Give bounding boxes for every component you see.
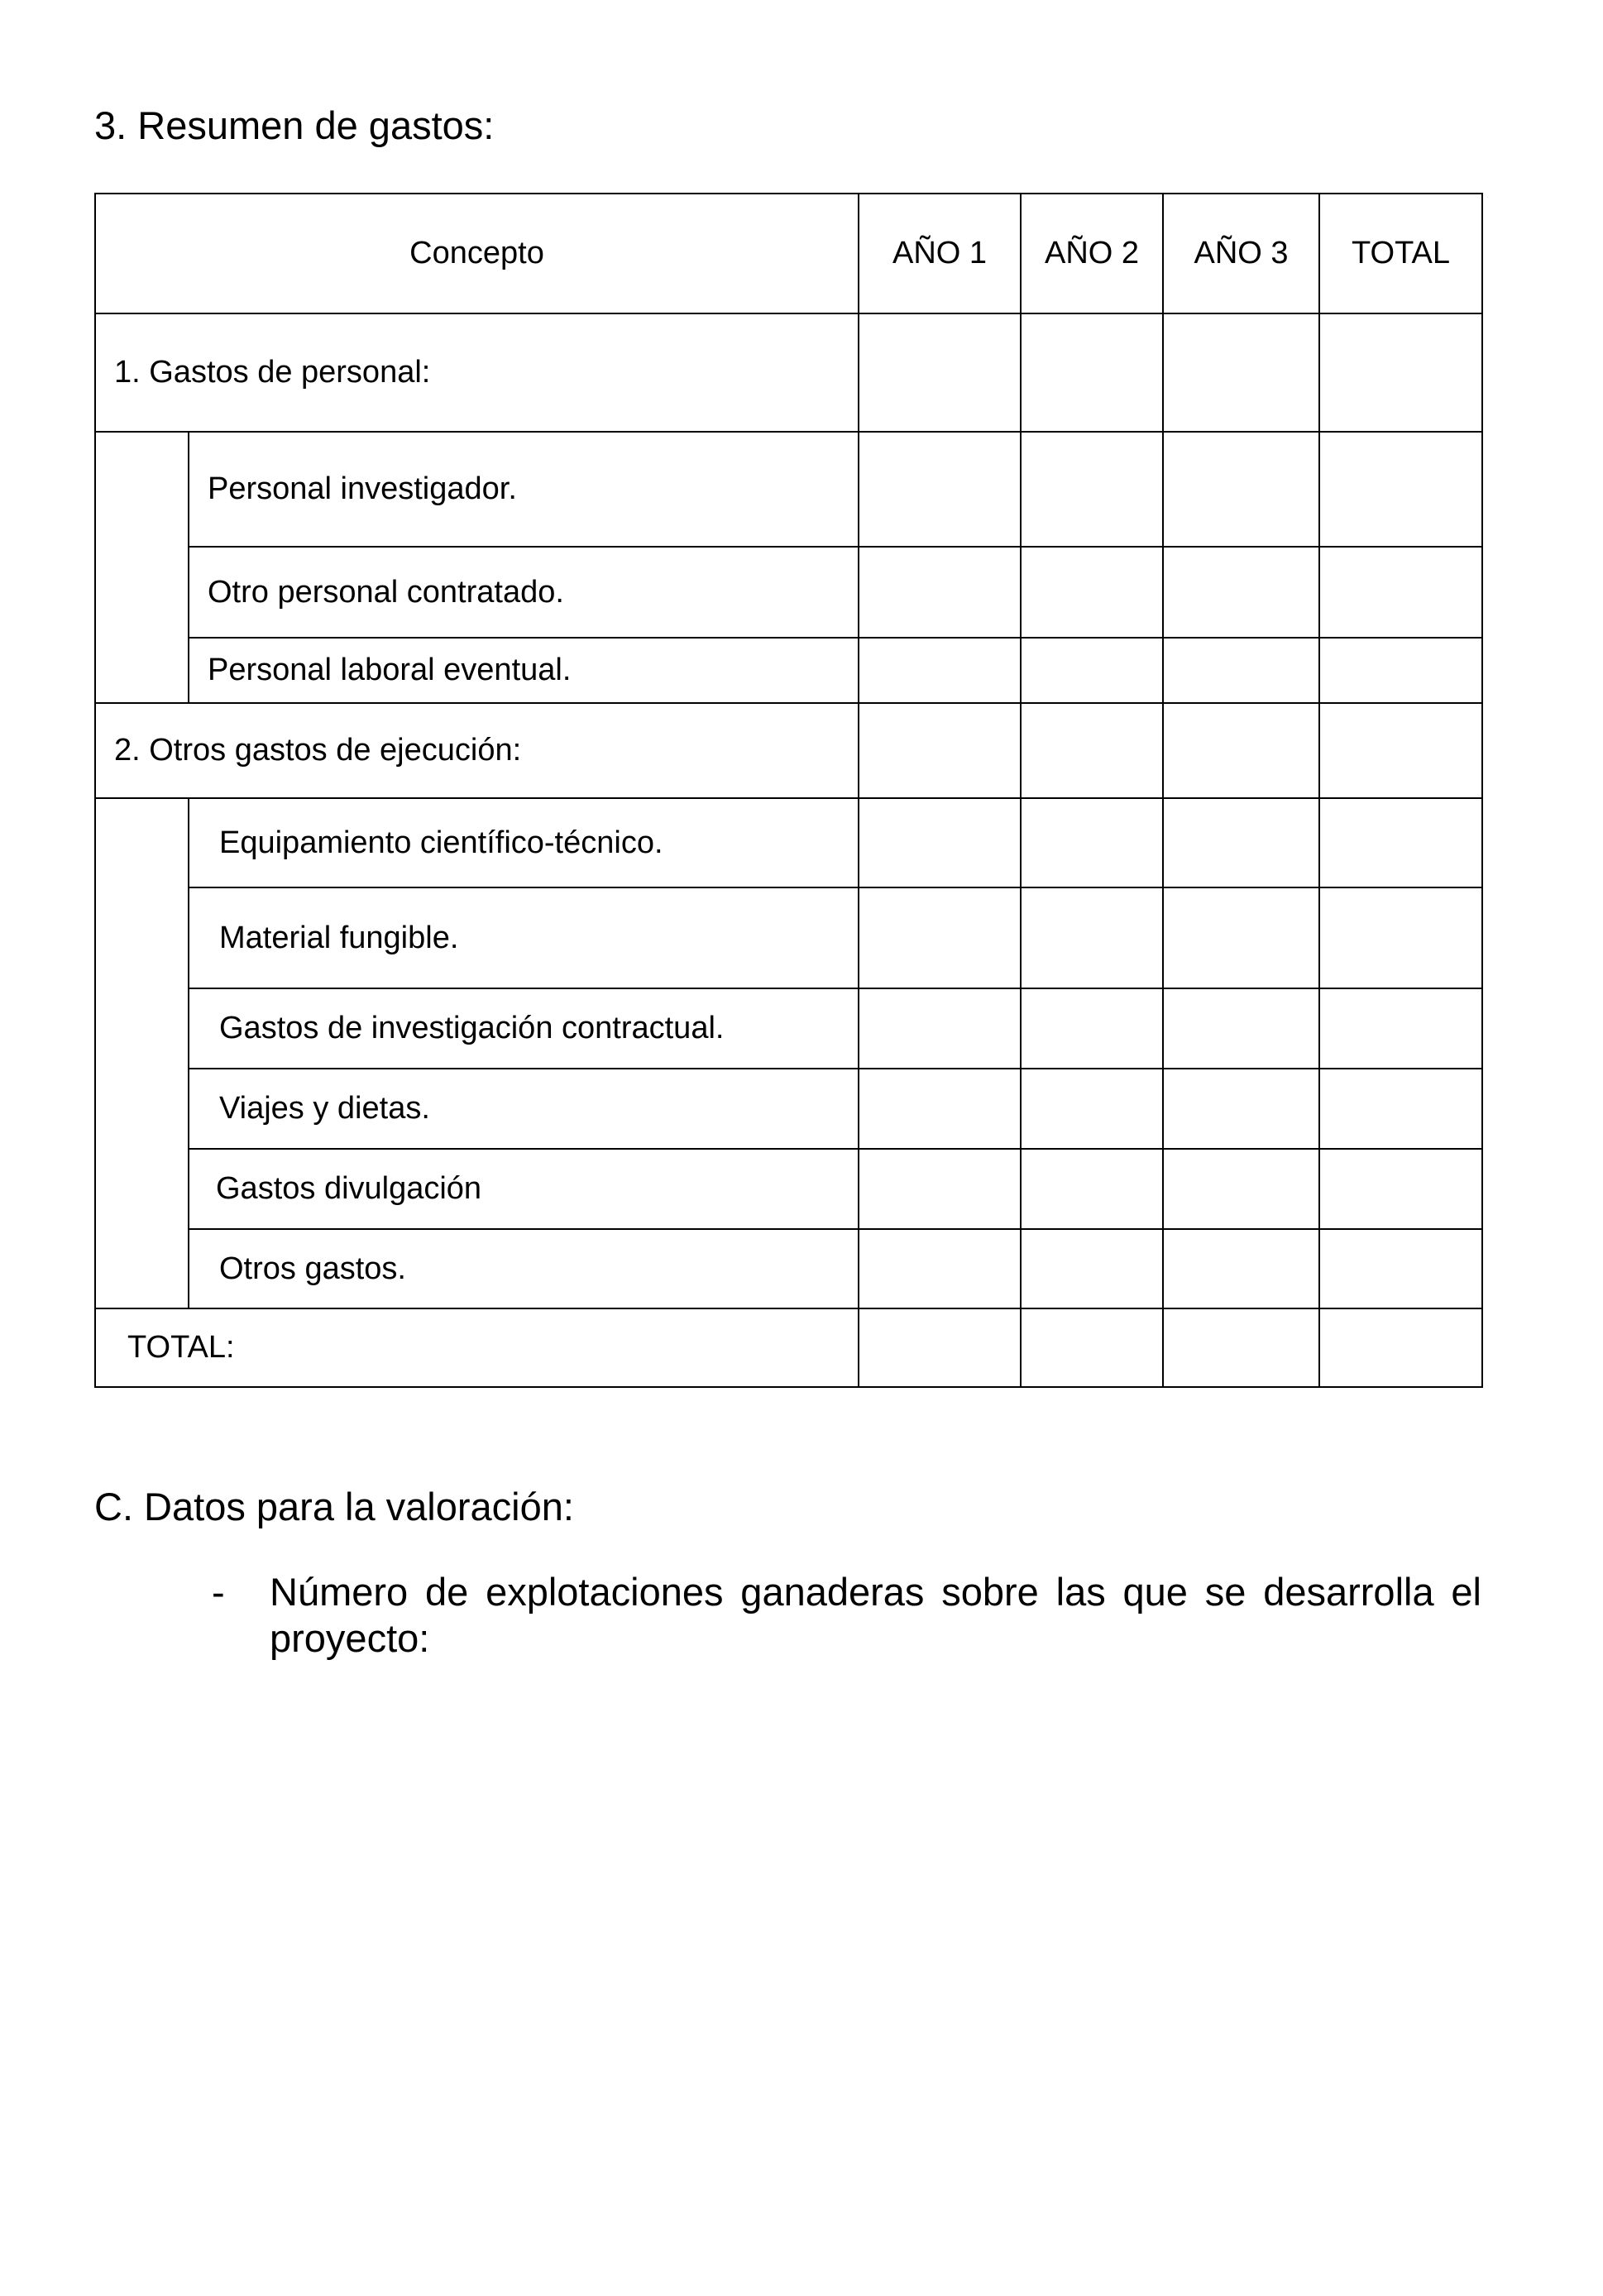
table-header-row: [95, 194, 1482, 313]
cell-ano-1[interactable]: [859, 1229, 1021, 1308]
cell-ano-3[interactable]: [1163, 703, 1319, 798]
cell-ano-1[interactable]: [859, 432, 1021, 547]
cell-ano-2[interactable]: [1021, 798, 1163, 887]
cell-ano-2[interactable]: [1021, 1149, 1163, 1229]
cell-ano-2[interactable]: [1021, 432, 1163, 547]
table-row: [95, 1149, 1482, 1229]
cell-total[interactable]: [1319, 703, 1482, 798]
table-row: [95, 703, 1482, 798]
cell-ano-2[interactable]: [1021, 703, 1163, 798]
cell-ano-3[interactable]: [1163, 313, 1319, 432]
cell-total[interactable]: [1319, 1308, 1482, 1387]
cell-ano-2[interactable]: [1021, 887, 1163, 988]
cell-ano-3[interactable]: [1163, 1149, 1319, 1229]
table-row: [95, 887, 1482, 988]
item-label: Material fungible.: [189, 887, 859, 988]
bullet-text: Número de explotaciones ganaderas sobre las que se desarrolla el proyecto:: [270, 1570, 1481, 1660]
cell-ano-1[interactable]: [859, 313, 1021, 432]
budget-summary-table: [94, 193, 1483, 1388]
cell-ano-3[interactable]: [1163, 1229, 1319, 1308]
item-label: Gastos divulgación: [189, 1149, 859, 1229]
cell-ano-3[interactable]: [1163, 887, 1319, 988]
table-total-row: [95, 1308, 1482, 1387]
cell-total[interactable]: [1319, 887, 1482, 988]
cell-ano-3[interactable]: [1163, 798, 1319, 887]
cell-ano-3[interactable]: [1163, 638, 1319, 703]
item-label: Otro personal contratado.: [189, 547, 859, 638]
cell-ano-1[interactable]: [859, 1069, 1021, 1149]
indent-spacer: [95, 432, 189, 703]
cell-ano-3[interactable]: [1163, 432, 1319, 547]
bullet-marker: -: [212, 1570, 225, 1614]
header-ano-1: AÑO 1: [859, 194, 1021, 313]
cell-total[interactable]: [1319, 1149, 1482, 1229]
cell-ano-3[interactable]: [1163, 1308, 1319, 1387]
total-label: TOTAL:: [95, 1308, 859, 1387]
cell-ano-1[interactable]: [859, 1149, 1021, 1229]
header-ano-3: AÑO 3: [1163, 194, 1319, 313]
item-label: Personal laboral eventual.: [189, 638, 859, 703]
cell-ano-3[interactable]: [1163, 547, 1319, 638]
cell-ano-2[interactable]: [1021, 547, 1163, 638]
cell-total[interactable]: [1319, 432, 1482, 547]
cell-ano-2[interactable]: [1021, 1069, 1163, 1149]
cell-ano-2[interactable]: [1021, 1308, 1163, 1387]
table-row: [95, 313, 1482, 432]
cell-ano-1[interactable]: [859, 547, 1021, 638]
cell-ano-3[interactable]: [1163, 988, 1319, 1069]
table-row: [95, 988, 1482, 1069]
header-total: TOTAL: [1319, 194, 1482, 313]
item-label: Otros gastos.: [189, 1229, 859, 1308]
cell-ano-3[interactable]: [1163, 1069, 1319, 1149]
group-label-personal: 1. Gastos de personal:: [95, 313, 859, 432]
item-label: Equipamiento científico-técnico.: [189, 798, 859, 887]
indent-spacer: [95, 798, 189, 1308]
item-label: Personal investigador.: [189, 432, 859, 547]
cell-ano-2[interactable]: [1021, 638, 1163, 703]
cell-ano-1[interactable]: [859, 798, 1021, 887]
header-concepto: Concepto: [95, 194, 859, 313]
cell-ano-2[interactable]: [1021, 1229, 1163, 1308]
item-label: Viajes y dietas.: [189, 1069, 859, 1149]
cell-total[interactable]: [1319, 1229, 1482, 1308]
cell-ano-2[interactable]: [1021, 313, 1163, 432]
header-ano-2: AÑO 2: [1021, 194, 1163, 313]
table-row: [95, 1069, 1482, 1149]
table-row: [95, 798, 1482, 887]
table-row: [95, 547, 1482, 638]
cell-total[interactable]: [1319, 313, 1482, 432]
item-label: Gastos de investigación contractual.: [189, 988, 859, 1069]
cell-total[interactable]: [1319, 638, 1482, 703]
cell-total[interactable]: [1319, 1069, 1482, 1149]
section-title-resumen: 3. Resumen de gastos:: [94, 103, 495, 147]
section-title-valoracion: C. Datos para la valoración:: [94, 1485, 574, 1528]
cell-total[interactable]: [1319, 547, 1482, 638]
table-row: [95, 1229, 1482, 1308]
cell-total[interactable]: [1319, 988, 1482, 1069]
cell-total[interactable]: [1319, 798, 1482, 887]
group-label-otros: 2. Otros gastos de ejecución:: [95, 703, 859, 798]
cell-ano-1[interactable]: [859, 988, 1021, 1069]
cell-ano-1[interactable]: [859, 638, 1021, 703]
cell-ano-2[interactable]: [1021, 988, 1163, 1069]
cell-ano-1[interactable]: [859, 1308, 1021, 1387]
cell-ano-1[interactable]: [859, 703, 1021, 798]
cell-ano-1[interactable]: [859, 887, 1021, 988]
table-row: [95, 432, 1482, 547]
table-row: [95, 638, 1482, 703]
